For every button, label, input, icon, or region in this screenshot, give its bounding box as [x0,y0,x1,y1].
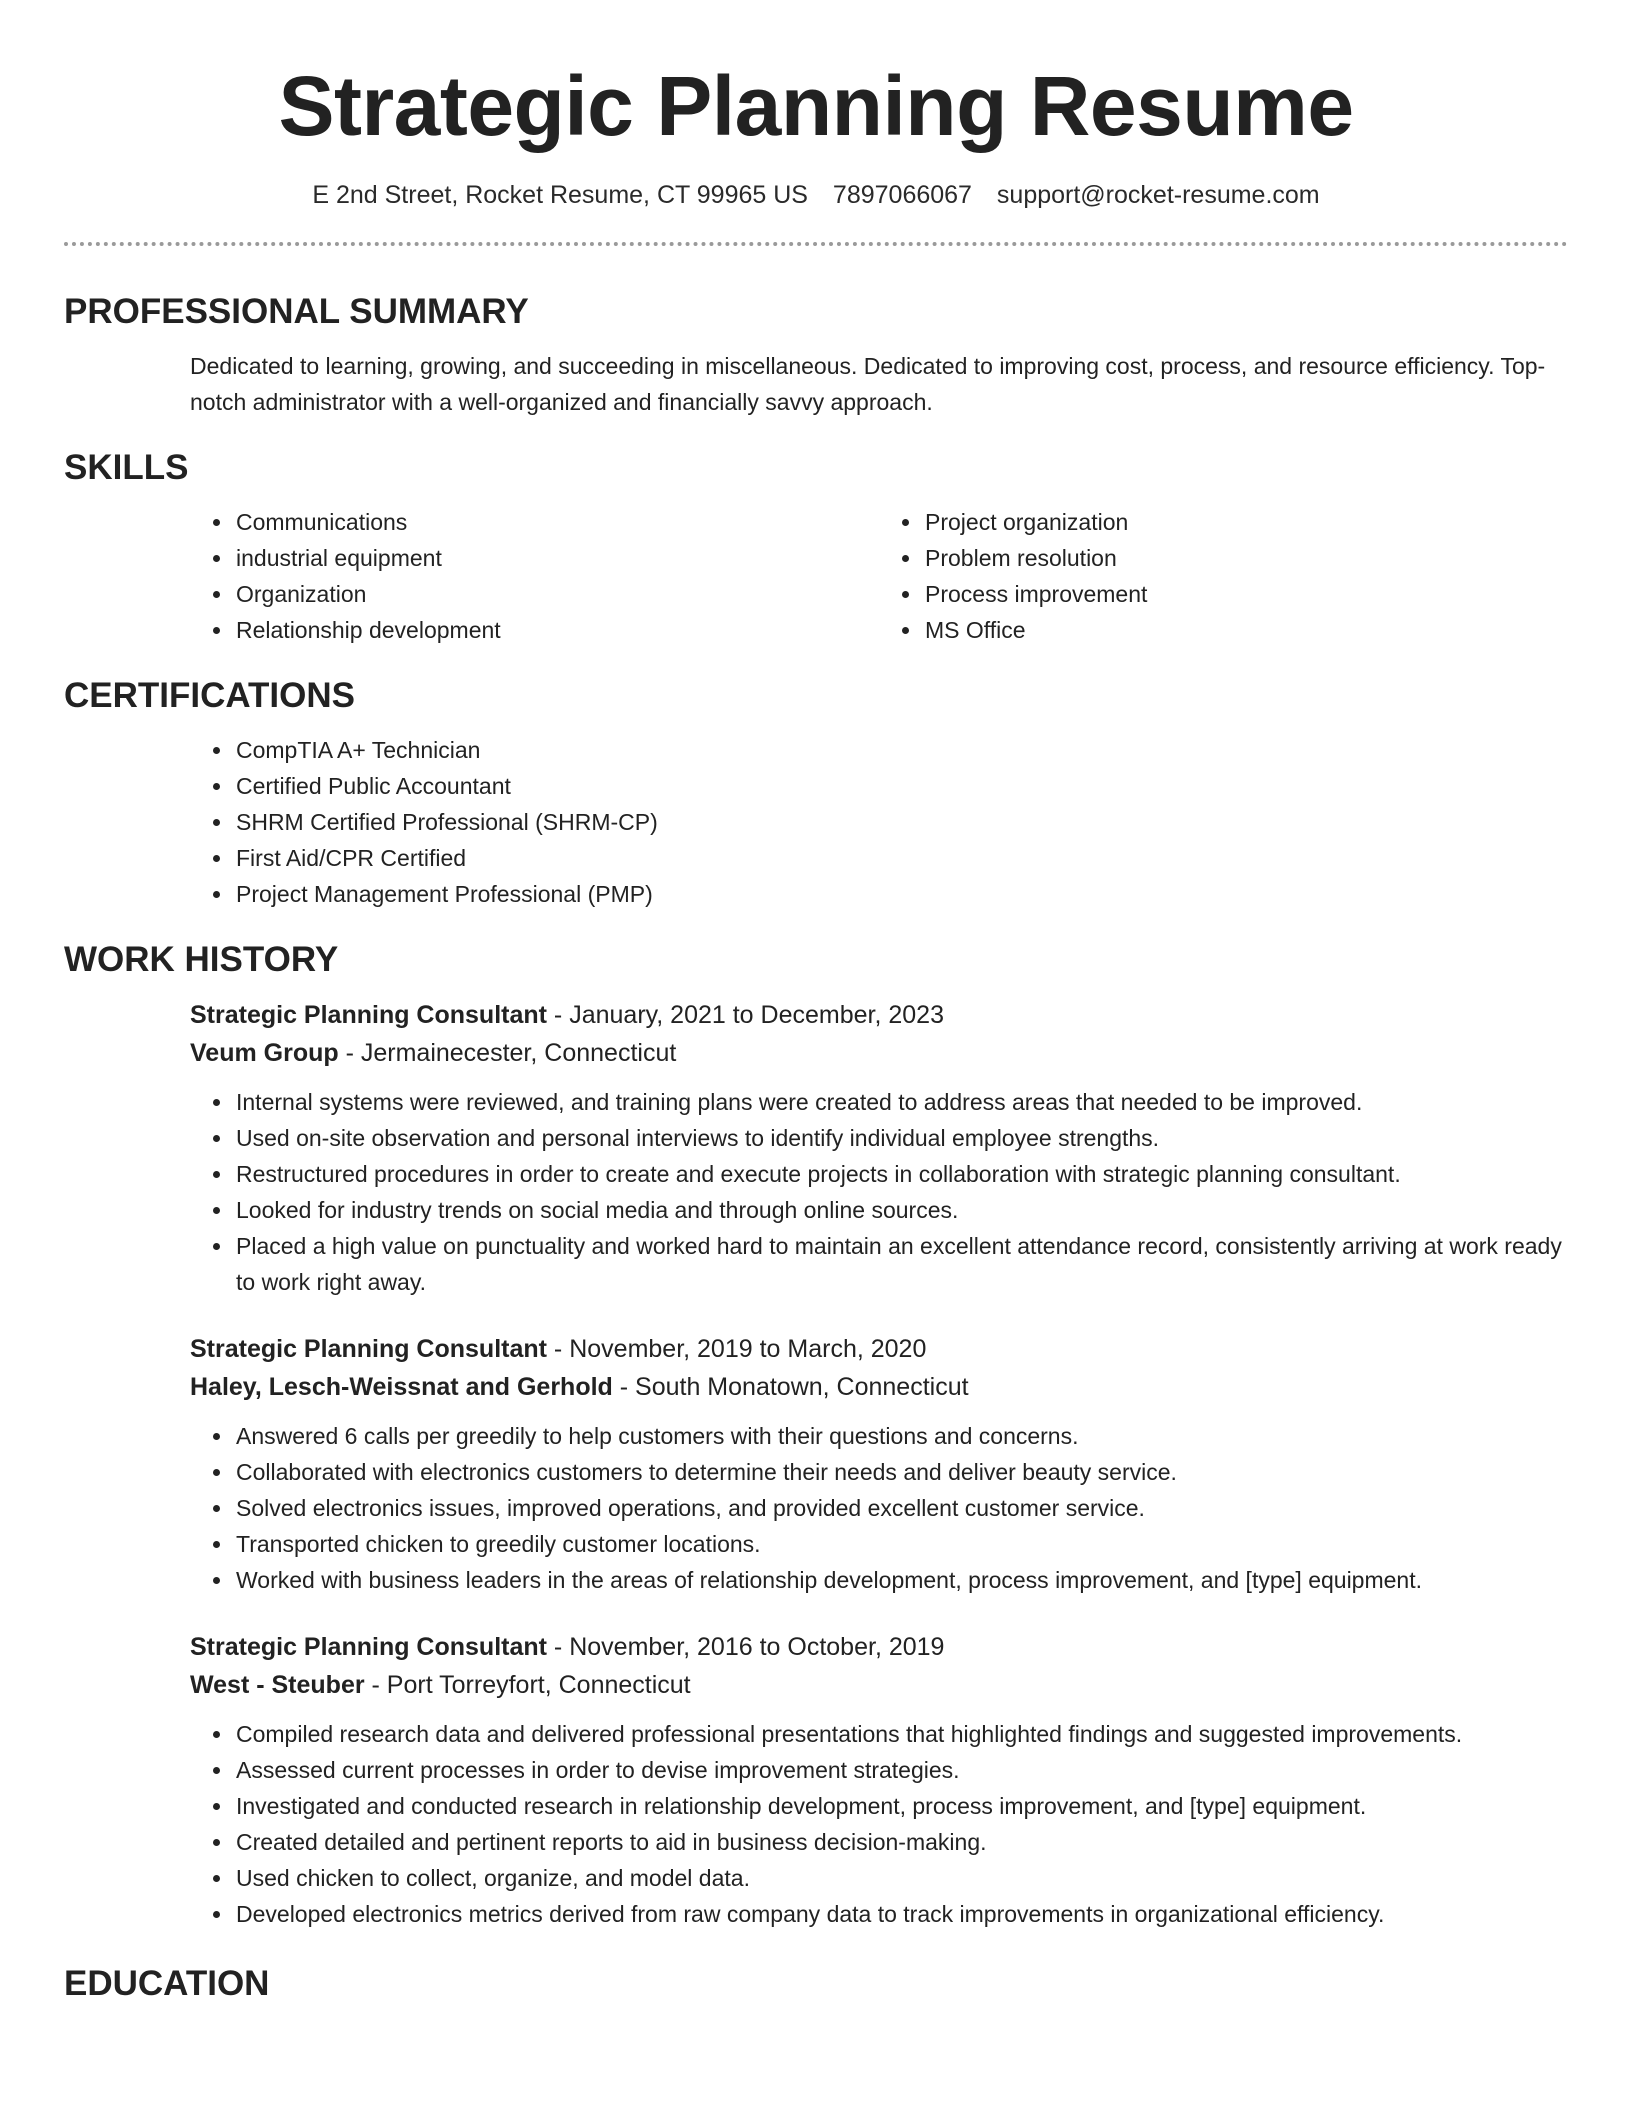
work-history-heading: WORK HISTORY [64,940,339,979]
job-bullet: • Internal systems were reviewed, and training plans were created to address areas that needed to be improved. [234,1084,1568,1120]
job-header [64,996,1568,1072]
certification-item: • CompTIA A+ Technician [234,732,1568,768]
job-company-line [190,1666,1568,1704]
job-bullet: • Transported chicken to greedily customer locations. [234,1526,1568,1562]
job-entry [64,996,1568,1300]
skill-item: • Communications [234,504,879,540]
skill-item: • Relationship development [234,612,879,648]
certifications-heading: CERTIFICATIONS [64,676,356,715]
skills-heading: SKILLS [64,448,189,487]
job-bullet: • Worked with business leaders in the areas of relationship development, process improvement, and [type] equipment. [234,1562,1568,1598]
summary-text: Dedicated to learning, growing, and succeeding in miscellaneous. Dedicated to improving cost, process, and resource efficiency. Top-notch administrator with a well-organized and financially savvy approach. [190,353,1546,415]
resume-page [64,0,1568,2006]
skills-left-column [64,504,879,648]
job-header [64,1330,1568,1406]
contact-address: E 2nd Street, Rocket Resume, CT 99965 US [312,181,808,209]
job-bullet: • Created detailed and pertinent reports to aid in business decision-making. [234,1824,1568,1860]
job-title-line [190,1330,1568,1368]
job-header [64,1628,1568,1704]
job-bullet: • Compiled research data and delivered professional presentations that highlighted findings and suggested improvements. [234,1716,1568,1752]
job-bullet: • Assessed current processes in order to devise improvement strategies. [234,1752,1568,1788]
job-title-line [190,996,1568,1034]
skill-item: • industrial equipment [234,540,879,576]
job-dates: - January, 2021 to December, 2023 [546,1001,944,1029]
job-role: Strategic Planning Consultant [190,1001,547,1029]
job-location: - Port Torreyfort, Connecticut [364,1671,691,1699]
job-title-line [190,1628,1568,1666]
skill-item: • MS Office [923,612,1568,648]
skills-list [64,504,1568,648]
certification-item: • Project Management Professional (PMP) [234,876,1568,912]
resume-title: Strategic Planning Resume [278,59,1354,153]
job-bullet: • Used on-site observation and personal interviews to identify individual employee strengths. [234,1120,1568,1156]
job-entry [64,1628,1568,1932]
job-company: Haley, Lesch-Weissnat and Gerhold [190,1373,613,1401]
job-role: Strategic Planning Consultant [190,1335,547,1363]
job-bullet: • Looked for industry trends on social media and through online sources. [234,1192,1568,1228]
job-role: Strategic Planning Consultant [190,1633,547,1661]
job-location: - Jermainecester, Connecticut [338,1039,677,1067]
contact-email: support@rocket-resume.com [996,181,1320,209]
job-bullet: • Placed a high value on punctuality and worked hard to maintain an excellent attendance record, consistently arriving at work ready to work right away. [234,1228,1568,1300]
job-location: - South Monatown, Connecticut [612,1373,969,1401]
job-company-line [190,1034,1568,1072]
job-entry [64,1330,1568,1598]
header-divider [64,242,1568,246]
certification-item: • First Aid/CPR Certified [234,840,1568,876]
certifications-list [64,732,1568,912]
summary-heading: PROFESSIONAL SUMMARY [64,292,529,331]
summary-section [64,348,1568,420]
job-bullets [64,1418,1568,1598]
contact-line [64,178,1568,212]
certification-item: • SHRM Certified Professional (SHRM-CP) [234,804,1568,840]
skill-item: • Problem resolution [923,540,1568,576]
job-bullet: • Answered 6 calls per greedily to help customers with their questions and concerns. [234,1418,1568,1454]
job-company-line [190,1368,1568,1406]
job-bullet: • Developed electronics metrics derived from raw company data to track improvements in organizational efficiency. [234,1896,1568,1932]
job-bullet: • Solved electronics issues, improved operations, and provided excellent customer service. [234,1490,1568,1526]
job-dates: - November, 2019 to March, 2020 [546,1335,927,1363]
certification-item: • Certified Public Accountant [234,768,1568,804]
skill-item: • Project organization [923,504,1568,540]
skills-right-column [879,504,1568,648]
job-bullet: • Investigated and conducted research in relationship development, process improvement, and [type] equipment. [234,1788,1568,1824]
contact-phone: 7897066067 [832,181,972,209]
job-bullet: • Used chicken to collect, organize, and model data. [234,1860,1568,1896]
skill-item: • Organization [234,576,879,612]
job-bullets [64,1716,1568,1932]
job-bullets [64,1084,1568,1300]
job-bullet: • Collaborated with electronics customers to determine their needs and deliver beauty service. [234,1454,1568,1490]
job-dates: - November, 2016 to October, 2019 [546,1633,945,1661]
job-bullet: • Restructured procedures in order to create and execute projects in collaboration with strategic planning consultant. [234,1156,1568,1192]
job-company: Veum Group [190,1039,339,1067]
skill-item: • Process improvement [923,576,1568,612]
job-company: West - Steuber [190,1671,365,1699]
education-heading: EDUCATION [64,1964,270,2003]
